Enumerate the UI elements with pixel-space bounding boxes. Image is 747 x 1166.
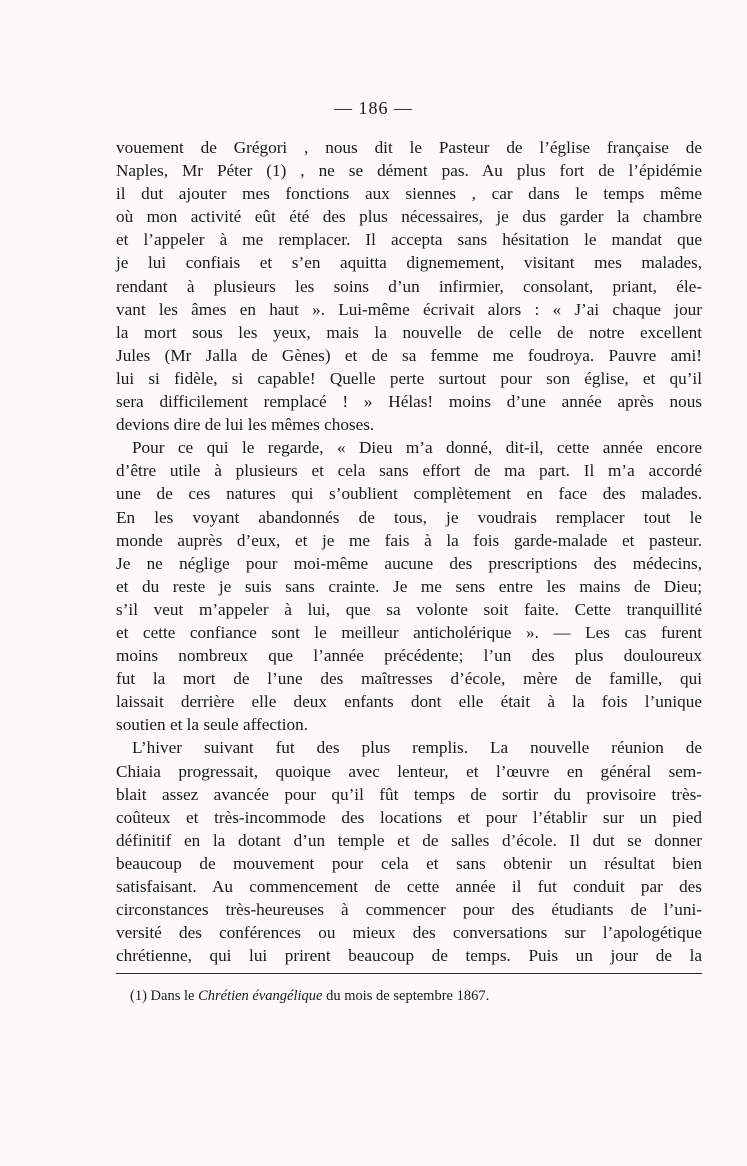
text-line: rendant à plusieurs les soins d’un infirmier, consolant, priant, éle- [116, 276, 702, 296]
text-line: versité des conférences ou mieux des conversations sur l’apologétique [116, 923, 702, 943]
text-line: je lui confiais et s’en aquitta dignemement, visitant mes malades, [116, 253, 702, 273]
text-line: chrétienne, qui lui prirent beaucoup de temps. Puis un jour de la [116, 946, 702, 966]
text-line: définitif en la dotant d’un temple et de salles d’école. Il dut se donner [116, 830, 702, 850]
footnote [130, 988, 489, 1005]
text-line: sera difficilement remplacé ! » Hélas! moins d’une année après nous [116, 392, 702, 412]
footnote-text-pre: Dans le [150, 988, 195, 1004]
text-line: devions dire de lui les mêmes choses. [116, 415, 375, 435]
text-line: beaucoup de mouvement pour cela et sans obtenir un résultat bien [116, 853, 702, 873]
page-number: — 186 — [334, 98, 413, 118]
text-line: circonstances très-heureuses à commencer pour des étudiants de l’uni- [116, 900, 702, 920]
footnote-text-post: du mois de septembre 1867. [326, 988, 490, 1004]
text-line: d’être utile à plusieurs et cela sans effort de ma part. Il m’a accordé [116, 461, 702, 481]
text-line: satisfaisant. Au commencement de cette année il fut conduit par des [116, 877, 702, 896]
page-body [116, 136, 702, 967]
text-line: moins nombreux que l’année précédente; l’un des plus douloureux [116, 646, 702, 666]
text-line: monde auprès d’eux, et je me fais à la fois garde-malade et pasteur. [116, 530, 702, 550]
text-line: En les voyant abandonnés de tous, je voudrais remplacer tout le [116, 507, 702, 527]
text-line: coûteux et très-incommode des locations et pour l’établir sur un pied [116, 807, 702, 827]
text-line: vant les âmes en haut ». Lui-même écrivait alors : « J’ai chaque jour [116, 299, 702, 319]
text-line: vouement de Grégori , nous dit le Pasteur de l’église française de [116, 138, 702, 157]
text-line: Chiaia progressait, quoique avec lenteur, et l’œuvre en général sem- [116, 761, 702, 781]
text-line: laissait derrière elle deux enfants dont elle était à la fois l’unique [116, 692, 702, 712]
text-line: et cette confiance sont le meilleur anticholérique ». — Les cas furent [116, 622, 702, 642]
text-line: et du reste je suis sans crainte. Je me sens entre les mains de Dieu; [116, 576, 702, 596]
text-line: fut la mort de l’une des maîtresses d’école, mère de famille, qui [116, 669, 702, 689]
text-line: Jules (Mr Jalla de Gènes) et de sa femme me foudroya. Pauvre ami! [116, 345, 702, 365]
footnote-source-title: Chrétien évangélique [198, 988, 323, 1004]
text-line: et l’appeler à me remplacer. Il accepta sans hésitation le mandat que [116, 230, 702, 250]
text-line: blait assez avancée pour qu’il fût temps de sortir du provisoire très- [116, 784, 702, 804]
text-line: la mort sous les yeux, mais la nouvelle de celle de notre excellent [116, 322, 702, 342]
text-line: une de ces natures qui s’oublient complètement en face des malades. [116, 484, 702, 504]
text-line: Je ne néglige pour moi-même aucune des prescriptions des médecins, [116, 553, 702, 573]
text-line: Pour ce qui le regarde, « Dieu m’a donné, dit-il, cette année encore [132, 438, 702, 458]
text-line: soutien et la seule affection. [116, 715, 309, 735]
text-line: L’hiver suivant fut des plus remplis. La nouvelle réunion de [132, 738, 702, 758]
text-line: il dut ajouter mes fonctions aux siennes , car dans le temps même [116, 184, 702, 204]
text-line: s’il veut m’appeler à lui, que sa volonte soit faite. Cette tranquillité [116, 599, 702, 619]
footnote-divider [116, 973, 702, 974]
text-line: où mon activité eût été des plus nécessaires, je dus garder la chambre [116, 207, 702, 227]
text-line: lui si fidèle, si capable! Quelle perte surtout pour son église, et qu’il [116, 368, 702, 388]
text-line: Naples, Mr Péter (1) , ne se dément pas. Au plus fort de l’épidémie [116, 161, 702, 181]
footnote-marker: (1) [130, 988, 147, 1004]
